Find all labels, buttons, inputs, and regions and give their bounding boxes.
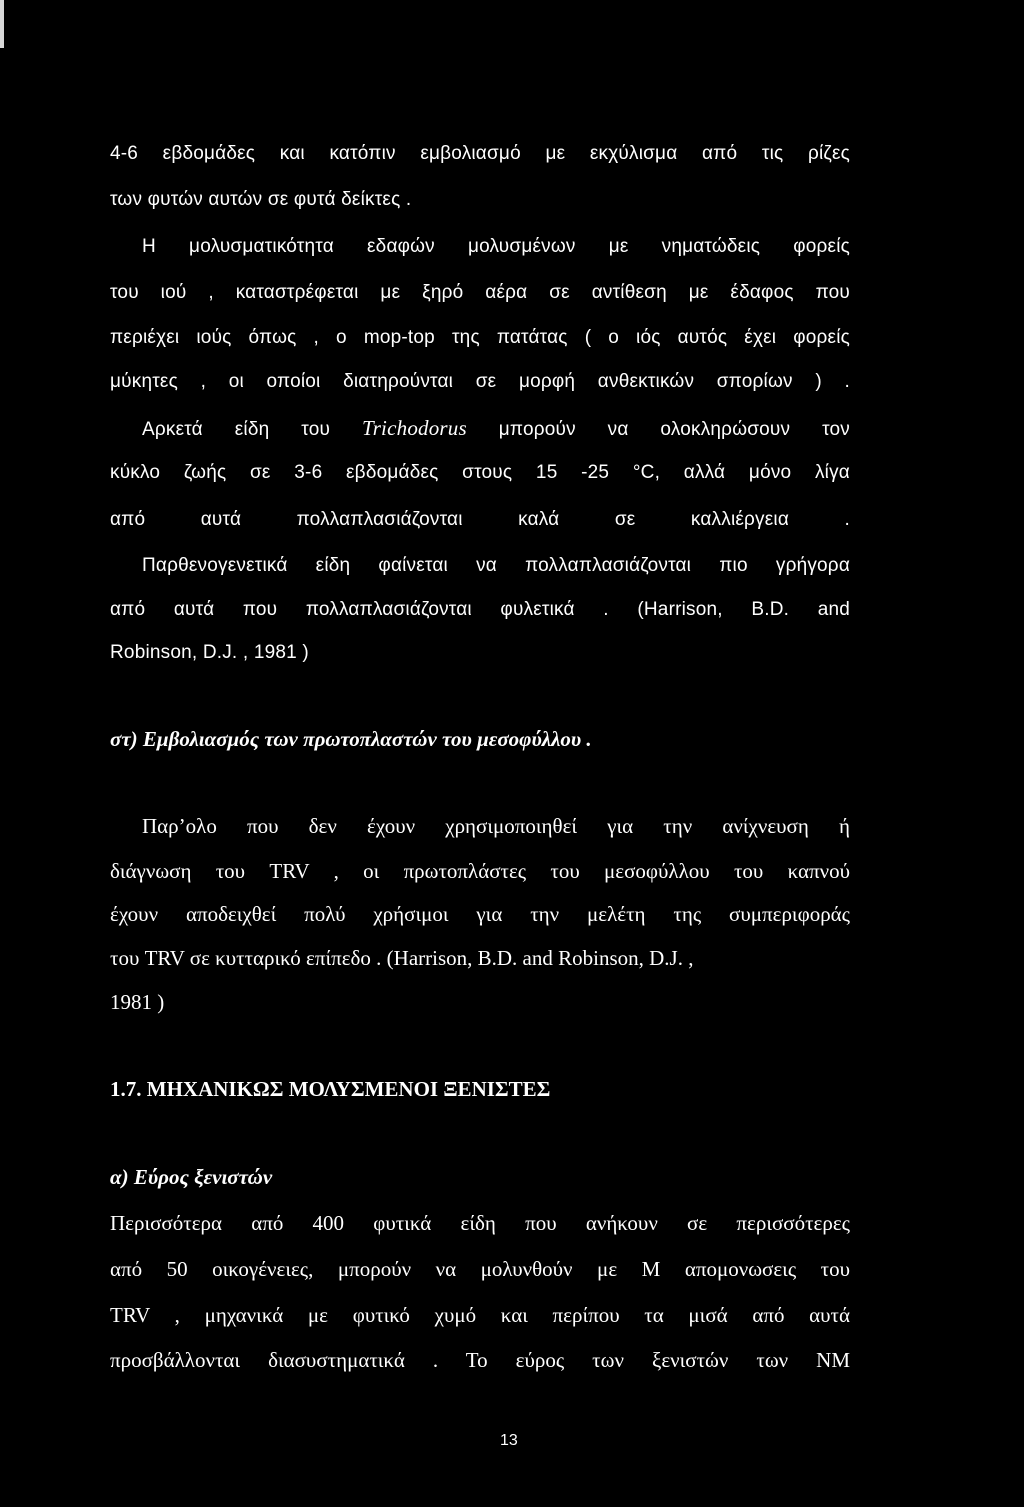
paragraph-1-line-1: 4-6 εβδομάδες και κατόπιν εμβολιασμό με εκχύλισμα από τις ρίζες bbox=[110, 143, 850, 164]
subsection-a-heading: α) Εύρος ξενιστών bbox=[110, 1165, 273, 1189]
paragraph-1-line-6: μύκητες , οι οποίοι διατηρούνται σε μορφή ανθεκτικών σπορίων ) . bbox=[110, 371, 850, 392]
genus-name-trichodorus: Trichodorus bbox=[361, 416, 467, 440]
paragraph-2-line-2: κύκλο ζωής σε 3-6 εβδομάδες στους 15 -25 °C, αλλά μόνο λίγα bbox=[110, 462, 850, 483]
paragraph-3-line-5: 1981 ) bbox=[110, 990, 165, 1014]
paragraph-1-line-2: των φυτών αυτών σε φυτά δείκτες . bbox=[110, 189, 412, 210]
page-number: 13 bbox=[500, 1432, 518, 1449]
section-st-heading: στ) Εμβολιασμός των πρωτοπλαστών του μεσοφύλλου . bbox=[110, 727, 592, 751]
paragraph-2-line-6: Robinson, D.J. , 1981 ) bbox=[110, 642, 309, 663]
paragraph-4-line-4: προσβάλλονται διασυστηματικά . Το εύρος των ξενιστών των ΝΜ bbox=[110, 1348, 850, 1372]
paragraph-4-line-1: Περισσότερα από 400 φυτικά είδη που ανήκουν σε περισσότερες bbox=[110, 1211, 850, 1235]
paragraph-1-line-3: Η μολυσματικότητα εδαφών μολυσμένων με νηματώδεις φορείς bbox=[142, 236, 850, 257]
paragraph-2-line-3: από αυτά πολλαπλασιάζονται καλά σε καλλιέργεια . bbox=[110, 509, 850, 530]
paragraph-3-line-2: διάγνωση του TRV , οι πρωτοπλάστες του μεσοφύλλου του καπνού bbox=[110, 859, 850, 883]
paragraph-4-line-3: TRV , μηχανικά με φυτικό χυμό και περίπου τα μισά από αυτά bbox=[110, 1303, 850, 1327]
paragraph-2-line-1 bbox=[110, 415, 850, 443]
paragraph-3-line-3: έχουν αποδειχθεί πολύ χρήσιμοι για την μελέτη της συμπεριφοράς bbox=[110, 902, 850, 926]
paragraph-2-line-1-end: μπορούν να ολοκληρώσουν τον bbox=[498, 419, 850, 440]
paragraph-1-line-5: περιέχει ιούς όπως , ο mop-top της πατάτας ( ο ιός αυτός έχει φορείς bbox=[110, 327, 850, 348]
paragraph-2-line-5: από αυτά που πολλαπλασιάζονται φυλετικά . (Harrison, B.D. and bbox=[110, 599, 850, 620]
paragraph-3-line-4: του TRV σε κυτταρικό επίπεδο . (Harrison, B.D. and Robinson, D.J. , bbox=[110, 946, 694, 970]
paragraph-2-line-1-start: Αρκετά είδη του bbox=[142, 419, 331, 440]
paragraph-4-line-2: από 50 οικογένειες, μπορούν να μολυνθούν με Μ απομονωσεις του bbox=[110, 1257, 850, 1281]
section-1-7-heading: 1.7. ΜΗΧΑΝΙΚΩΣ ΜΟΛΥΣΜΕΝΟΙ ΞΕΝΙΣΤΕΣ bbox=[110, 1077, 551, 1101]
paragraph-1-line-4: του ιού , καταστρέφεται με ξηρό αέρα σε αντίθεση με έδαφος που bbox=[110, 282, 850, 303]
paragraph-3-line-1: Παρ’ολο που δεν έχουν χρησιμοποιηθεί για την ανίχνευση ή bbox=[142, 814, 850, 838]
paragraph-2-line-4: Παρθενογενετικά είδη φαίνεται να πολλαπλασιάζονται πιο γρήγορα bbox=[142, 555, 850, 576]
